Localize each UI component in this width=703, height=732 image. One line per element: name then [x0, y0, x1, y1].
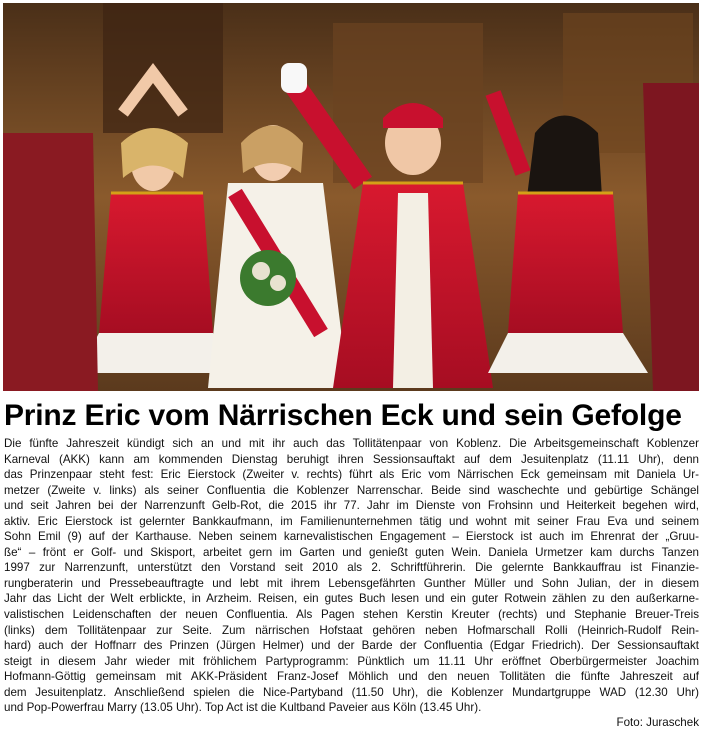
- article-line: metzer (Zweite v. links) als seiner Confluentia die Koblenzer Narrenschar. Beide sind waschechte und gebürtige Schängel: [4, 483, 699, 497]
- article-line: Sohn Emil (9) auf der Karthause. Neben seinem karnevalistischen Engagement – Eierstock ist auch im Ehrenrat der „Gruu-: [4, 530, 699, 544]
- article-line: hard) auch der Hoffnarr des Prinzen (Jürgen Helmer) und der Barde der Confluentia (Edgar Friedrich). Der Sessionsauftakt: [4, 639, 699, 653]
- article-line: aktiv. Eric Eierstock ist gelernter Bankkaufmann, im Familienunternehmen tätig und wohnt mit seiner Frau Eva und seinem: [4, 514, 699, 528]
- article-line: rungberaterin und Pressebeauftragte und lebt mit ihrem Lebensgefährten Gunther Müller und Sohn Julian, der in diesem: [4, 576, 699, 590]
- article-line: (links) dem Tollitätenpaar zur Seite. Zum närrischen Hofstaat gehören neben Hofmarschall Rolli (Heinrich-Rudolf Rein-: [4, 623, 699, 637]
- photo-illustration: [3, 3, 699, 391]
- article-line: und Pop-Powerfrau Marry (13.05 Uhr). Top Act ist die Kultband Paveier aus Köln (13.45 Uhr).: [4, 701, 482, 715]
- news-photo: [3, 3, 699, 391]
- article-line: dem Jesuitenplatz. Anschließend spielen die Nice-Partyband (11.50 Uhr), die Koblenzer Mundartgruppe WAD (12.30 Uhr): [4, 685, 699, 699]
- article-line: das Prinzenpaar steht fest: Eric Eierstock (Zweiter v. rechts) führt als Eric vom Närrischen Eck gemeinsam mit Daniela Ur-: [4, 468, 699, 482]
- headline: Prinz Eric vom Närrischen Eck und sein Gefolge: [4, 399, 682, 432]
- article-line: Karneval (AKK) kann am kommenden Dienstag beruhigt ihren Sessionsauftakt auf dem Jesuitenplatz (11.11 Uhr), denn: [4, 452, 699, 466]
- article-line: 1997 zur Narrenzunft, unterstützt den Vorstand seit 2010 als 2. Schriftführerin. Die gelernte Bankkauffrau ist Finanzie-: [4, 561, 699, 575]
- article-line: valistischen Leidenschaften der neuen Confluentia. Als Pagen stehen Kerstin Kreuter (rechts) und Stephanie Breuer-Treis: [4, 608, 699, 622]
- article-body: [4, 436, 699, 716]
- article-line: ße“ – frönt er Golf- und Skisport, arbeitet gern im Garten und genießt guten Wein. Daniela Urmetzer kam durchs Tanzen: [4, 545, 699, 559]
- article-line: Die fünfte Jahreszeit kündigt sich an und mit ihr auch das Tollitätenpaar von Koblenz. Die Arbeitsgemeinschaft Koblenzer: [4, 437, 699, 450]
- article-line: steigt in diesem Jahr wieder mit fröhlichem Partyprogramm: Pünktlich um 11.11 Uhr eröffnet Oberbürgermeister Joachim: [4, 654, 699, 668]
- article-line: Jahr das Licht der Welt erblickte, in Arzheim. Reisen, ein gutes Buch lesen und ein guter Rotwein zählen zu den außerkarne-: [4, 592, 699, 606]
- photo-credit: Foto: Juraschek: [616, 716, 699, 729]
- article-line: Hofmann-Göttig gemeinsam mit AKK-Präsident Franz-Josef Möhlich und den neuen Tollitäten die fünfte Jahreszeit auf: [4, 670, 699, 684]
- article-line: und seit Jahren bei der Narrenzunft Gelb-Rot, die 2015 ihr 77. Jahr im Dienste von Frohsinn und Heiterkeit begehen wird,: [4, 499, 699, 513]
